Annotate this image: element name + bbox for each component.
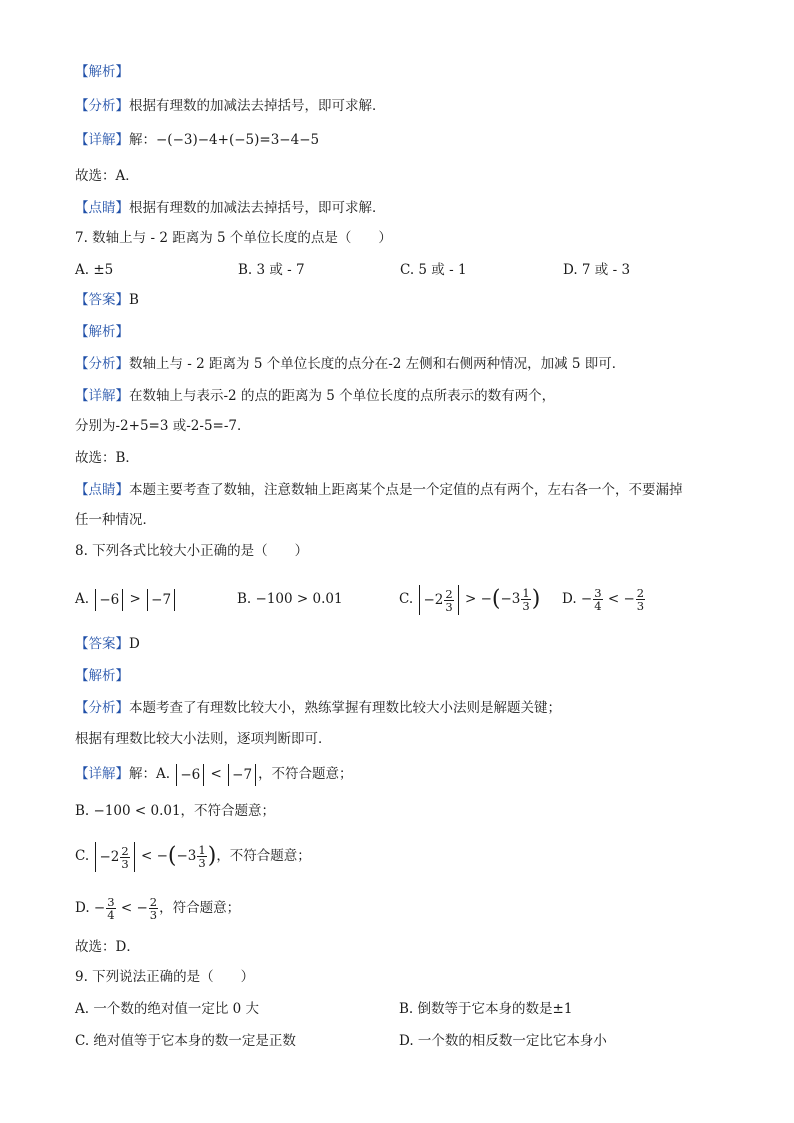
q8-xiangjie-c: C. −2 $\frac{2}{3}$ < −(−3 $\frac{1}{3}$ )，不符合题意；	[75, 843, 311, 871]
q7-answer-tag: 【答案】	[75, 292, 129, 308]
q7-fenxi-text: 数轴上与 - 2 距离为 5 个单位长度的点分在-2 左侧和右侧两种情况，加减 5 即可．	[129, 356, 626, 372]
q8-option-c-label: C.	[399, 591, 414, 607]
q7-xiangjie-2: 分别为-2+5=3 或-2-5=-7．	[75, 418, 251, 434]
q8-answer-value: D	[129, 636, 140, 652]
q7-dianjing-tag: 【点睛】	[75, 482, 129, 498]
q8-option-a-label: A.	[75, 591, 90, 607]
q7-option-c: C. 5 或 - 1	[400, 262, 467, 278]
q6-dianjing	[75, 198, 386, 218]
q7-fenxi	[75, 354, 625, 374]
q8-stem: 8. 下列各式比较大小正确的是（ ）	[75, 543, 309, 559]
q7-dianjing-text: 本题主要考查了数轴，注意数轴上距离某个点是一个定值的点有两个，左右各一个，不要漏掉	[129, 482, 683, 498]
q8-answer-tag: 【答案】	[75, 636, 129, 652]
q8-option-b: B. −100 > 0.01	[237, 591, 343, 607]
q7-xiangjie-text: 在数轴上与表示-2 的点的距离为 5 个单位长度的点所表示的数有两个，	[129, 388, 556, 404]
q7-dianjing-2: 任一种情况．	[75, 512, 156, 528]
q8-jiexi-tag: 【解析】	[75, 668, 129, 684]
q6-xiangjie-math: −(−3)−4+(−5)=3−4−5	[156, 132, 320, 148]
q6-xiangjie	[75, 130, 319, 150]
q9-stem: 9. 下列说法正确的是（ ）	[75, 969, 255, 985]
q8-xiangjie-a-suffix: ，不符合题意；	[258, 766, 353, 782]
q6-fenxi-tag: 【分析】	[75, 98, 129, 114]
q9-option-b: B. 倒数等于它本身的数是±1	[399, 1001, 573, 1017]
q7-guxuan: 故选：B．	[75, 450, 139, 466]
q8-option-c: C. −2 $\frac{2}{3}$ > −(−3 $\frac{1}{3}$ )	[399, 586, 541, 614]
q7-jiexi-tag: 【解析】	[75, 324, 129, 340]
q6-dianjing-tag: 【点睛】	[75, 200, 129, 216]
q9-option-a: A. 一个数的绝对值一定比 0 大	[75, 1001, 260, 1017]
q7-xiangjie	[75, 386, 555, 406]
q7-option-d: D. 7 或 - 3	[563, 262, 631, 278]
q8-answer	[75, 634, 140, 654]
q7-xiangjie-tag: 【详解】	[75, 388, 129, 404]
q6-fenxi-text: 根据有理数的加减法去掉括号，即可求解．	[129, 98, 386, 114]
q8-xiangjie-d-label: D.	[75, 900, 90, 916]
q8-option-a: A. −6 > −7	[75, 582, 177, 616]
q7-option-b: B. 3 或 - 7	[238, 262, 305, 278]
q8-xiangjie-c-label: C.	[75, 848, 90, 864]
q8-xiangjie-d: D. − $\frac{3}{4}$ < − $\frac{2}{3}$ ，符合题意；	[75, 895, 241, 922]
q6-xiangjie-tag: 【详解】	[75, 132, 129, 148]
q6-fenxi	[75, 96, 386, 116]
q7-answer	[75, 290, 139, 310]
q8-xiangjie-b: B. −100 < 0.01，不符合题意；	[75, 803, 276, 819]
q8-xiangjie-d-suffix: ，符合题意；	[159, 900, 241, 916]
q8-fenxi-tag: 【分析】	[75, 700, 129, 716]
q9-options-row-2	[75, 1029, 725, 1053]
q8-xiangjie-c-suffix: ，不符合题意；	[216, 848, 311, 864]
q7-dianjing	[75, 480, 683, 500]
q6-dianjing-text: 根据有理数的加减法去掉括号，即可求解．	[129, 200, 386, 216]
q7-option-a: A. ±5	[75, 262, 114, 278]
q8-options	[75, 582, 725, 616]
q8-fenxi-2: 根据有理数比较大小法则，逐项判断即可．	[75, 731, 332, 747]
q8-xiangjie-a: 【详解】解：A. −6 < −7 ，不符合题意；	[75, 762, 353, 786]
q8-guxuan: 故选：D．	[75, 939, 140, 955]
q6-jiexi-tag: 【解析】	[75, 64, 129, 80]
q8-xiangjie-tag: 【详解】	[75, 766, 129, 782]
q7-stem: 7. 数轴上与 - 2 距离为 5 个单位长度的点是（ ）	[75, 230, 392, 246]
q9-options-row-1	[75, 997, 725, 1021]
q8-option-d-label: D.	[562, 591, 577, 607]
q8-xiangjie-prefix: 解：A.	[129, 766, 171, 782]
q7-answer-value: B	[129, 292, 139, 308]
q9-option-c: C. 绝对值等于它本身的数一定是正数	[75, 1033, 296, 1049]
q9-option-d: D. 一个数的相反数一定比它本身小	[399, 1033, 607, 1049]
q8-option-d: D. − $\frac{3}{4}$ < − $\frac{2}{3}$	[562, 586, 645, 613]
q6-xiangjie-prefix: 解：	[129, 132, 156, 148]
q6-guxuan: 故选：A．	[75, 168, 139, 184]
q8-fenxi	[75, 698, 561, 718]
q8-fenxi-text: 本题考查了有理数比较大小，熟练掌握有理数比较大小法则是解题关键；	[129, 700, 561, 716]
q7-options	[75, 258, 725, 282]
q7-fenxi-tag: 【分析】	[75, 356, 129, 372]
